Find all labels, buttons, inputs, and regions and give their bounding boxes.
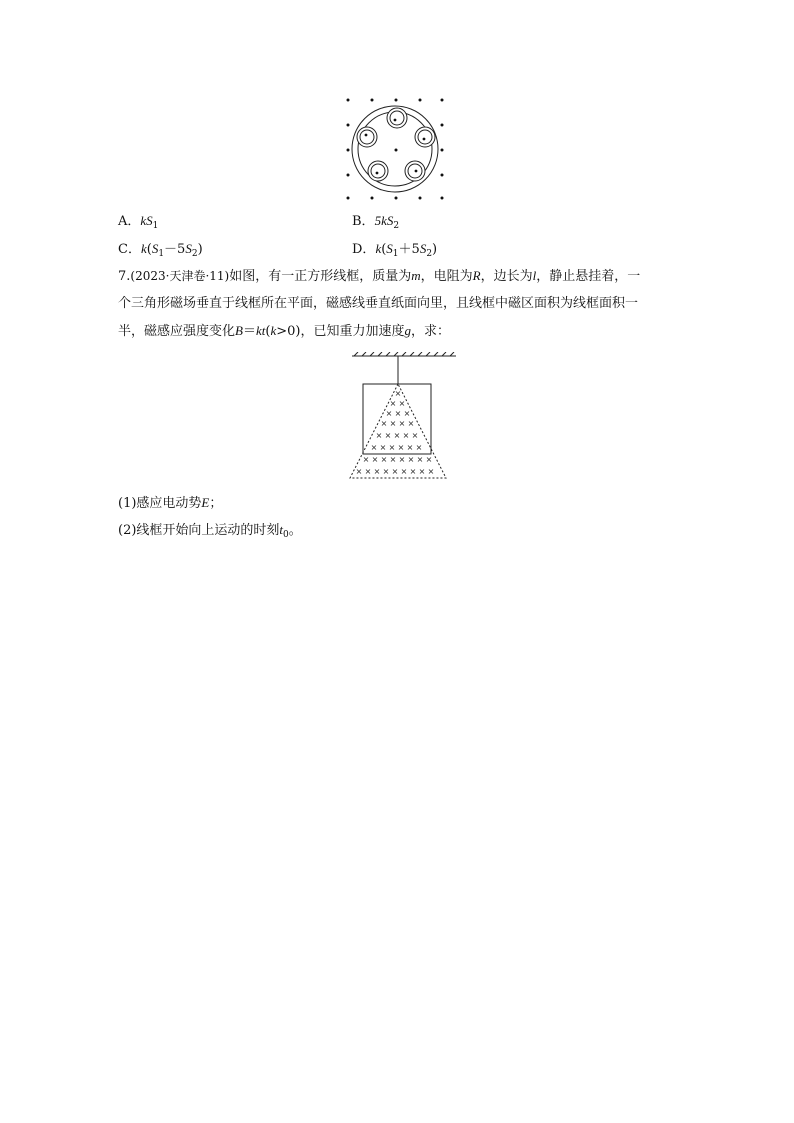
question7-line2: 个三角形磁场垂直于线框所在平面，磁感线垂直纸面向里，且线框中磁区面积为线框面积一 bbox=[118, 296, 639, 311]
svg-text:×: × bbox=[416, 455, 424, 464]
svg-text:×: × bbox=[418, 467, 426, 476]
svg-text:×: × bbox=[389, 455, 397, 464]
figure-hanging-frame bbox=[346, 352, 462, 482]
svg-text:×: × bbox=[371, 455, 379, 464]
question7-line1: 7.(2023·天津卷·11)如图，有一正方形线框，质量为m，电阻为R，边长为l，静止悬挂着，一 bbox=[118, 268, 641, 284]
svg-text:×: × bbox=[389, 399, 397, 408]
svg-text:×: × bbox=[394, 389, 402, 398]
option-d[interactable]: D．$k(S_1+5S_2)$ bbox=[352, 241, 438, 259]
option-a[interactable]: A．$kS_1$ bbox=[118, 213, 159, 231]
question7-source: (2023·天津卷·11) bbox=[130, 269, 230, 283]
svg-text:×: × bbox=[382, 467, 390, 476]
svg-text:×: × bbox=[397, 443, 405, 452]
svg-text:×: × bbox=[393, 431, 401, 440]
svg-text:×: × bbox=[391, 467, 399, 476]
svg-text:×: × bbox=[415, 443, 423, 452]
svg-text:×: × bbox=[394, 409, 402, 418]
svg-text:×: × bbox=[407, 419, 415, 428]
subquestion-2: (2)线框开始向上运动的时刻$t_0$。 bbox=[118, 522, 302, 540]
svg-text:×: × bbox=[425, 455, 433, 464]
svg-text:×: × bbox=[384, 431, 392, 440]
svg-text:×: × bbox=[407, 455, 415, 464]
question7-line3: 半，磁感应强度变化B＝kt(k>0)，已知重力加速度g，求： bbox=[118, 323, 451, 339]
svg-text:×: × bbox=[362, 455, 370, 464]
svg-text:×: × bbox=[379, 443, 387, 452]
svg-text:×: × bbox=[398, 455, 406, 464]
svg-text:×: × bbox=[406, 443, 414, 452]
svg-text:×: × bbox=[388, 443, 396, 452]
svg-text:×: × bbox=[409, 467, 417, 476]
svg-text:×: × bbox=[373, 467, 381, 476]
svg-text:×: × bbox=[398, 399, 406, 408]
svg-text:×: × bbox=[370, 443, 378, 452]
svg-text:×: × bbox=[427, 467, 435, 476]
svg-text:×: × bbox=[398, 419, 406, 428]
figure-rotating-circles bbox=[338, 95, 450, 203]
svg-text:×: × bbox=[355, 467, 363, 476]
small-circles bbox=[357, 108, 435, 181]
svg-text:×: × bbox=[403, 409, 411, 418]
svg-text:×: × bbox=[385, 409, 393, 418]
option-c[interactable]: C．$k(S_1-5S_2)$ bbox=[118, 241, 203, 259]
ceiling-support bbox=[352, 352, 456, 356]
svg-text:×: × bbox=[364, 467, 372, 476]
svg-text:×: × bbox=[400, 467, 408, 476]
svg-text:×: × bbox=[380, 419, 388, 428]
svg-text:×: × bbox=[411, 431, 419, 440]
svg-text:×: × bbox=[402, 431, 410, 440]
svg-text:×: × bbox=[380, 455, 388, 464]
option-b[interactable]: B．$5kS_2$ bbox=[352, 213, 400, 231]
svg-text:×: × bbox=[389, 419, 397, 428]
subquestion-1: (1)感应电动势E； bbox=[118, 495, 223, 511]
svg-text:×: × bbox=[375, 431, 383, 440]
